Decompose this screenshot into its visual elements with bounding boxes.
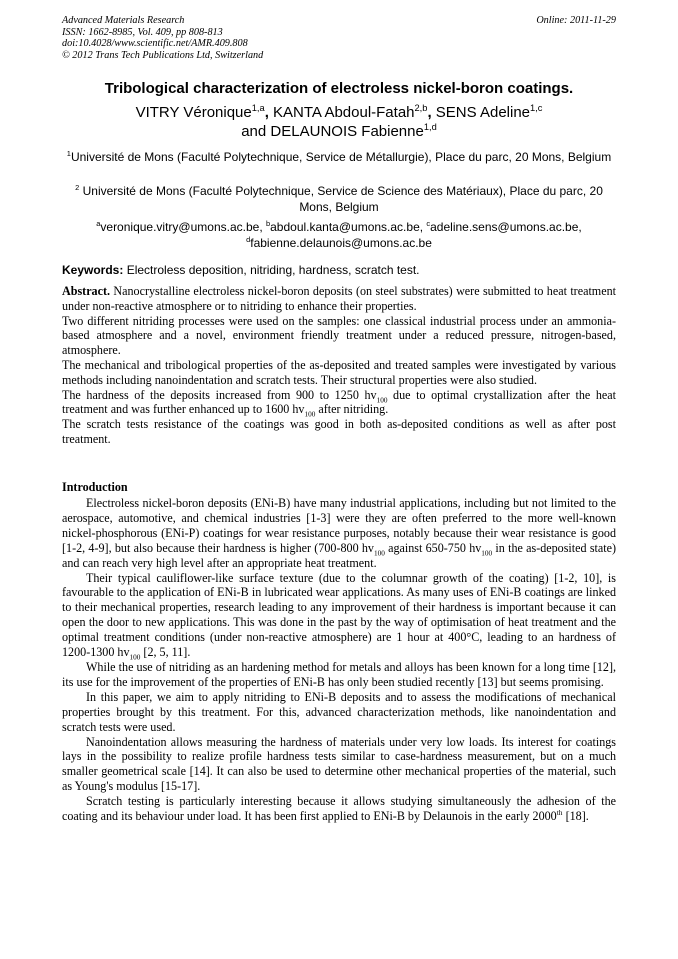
abstract-label: Abstract. bbox=[62, 284, 111, 298]
email-b-sup: b bbox=[265, 219, 271, 228]
intro-paragraph-6 bbox=[62, 794, 616, 824]
affiliation-2 bbox=[62, 183, 616, 215]
intro-paragraph-1 bbox=[62, 496, 616, 571]
keywords bbox=[62, 263, 616, 278]
abstract-paragraph-3: The mechanical and tribological properties of the as-deposited and treated samples were investigated by various methods including nanoindentation and scratch tests. Their structural properties were also studied. bbox=[62, 357, 616, 387]
author-conjunction: and bbox=[241, 123, 271, 140]
affiliation-1 bbox=[62, 149, 616, 165]
author-3-sup: 1,c bbox=[530, 103, 543, 113]
abstract-paragraph-5: The scratch tests resistance of the coatings was good in both as-deposited conditions as well as after post treatment. bbox=[62, 417, 616, 446]
email-d[interactable]: fabienne.delaunois@umons.ac.be bbox=[250, 236, 432, 250]
intro-p1-c: in the as-deposited state) and can reach very high level after an appropriate heat treatment. bbox=[62, 540, 617, 570]
email-c[interactable]: adeline.sens@umons.ac.be, bbox=[430, 220, 582, 234]
author-list bbox=[40, 103, 638, 141]
author-sep-2: , bbox=[427, 104, 436, 121]
intro-paragraph-3: While the use of nitriding as an hardening method for metals and alloys has been known for a long time [12], its use for the improvement of the properties of ENi-B has only been studied recently [13] but seems promising. bbox=[62, 659, 616, 689]
journal-name: Advanced Materials Research bbox=[62, 15, 185, 26]
abstract bbox=[62, 284, 616, 447]
intro-p2-b: [2, 5, 11]. bbox=[140, 645, 191, 660]
abstract-p4-a: The hardness of the deposits increased from 900 to 1250 hv bbox=[62, 387, 377, 402]
author-sep-1: , bbox=[264, 104, 274, 121]
abstract-paragraph-1 bbox=[62, 284, 616, 314]
abstract-p4-b: due to optimal crystallization after the heat treatment and was further enhanced up to 1600 hv bbox=[62, 387, 616, 417]
email-b[interactable]: abdoul.kanta@umons.ac.be, bbox=[270, 220, 427, 234]
introduction-body bbox=[62, 496, 616, 824]
abstract-p4-c: after nitriding. bbox=[315, 402, 389, 417]
intro-paragraph-5: Nanoindentation allows measuring the hardness of materials under very low loads. Its interest for coatings lays in the possibility to realize profile hardness tests similar to case-hardness measurement, but on a much smaller geometrical scale [14]. It can also be used to determine other mechanical properties of the material, such as Young's modulus [15-17]. bbox=[62, 734, 616, 794]
affiliation-2-sup: 2 bbox=[75, 183, 80, 192]
intro-p6-sup: th bbox=[556, 808, 563, 817]
issn-line: ISSN: 1662-8985, Vol. 409, pp 808-813 bbox=[62, 26, 223, 38]
email-d-sup: d bbox=[246, 235, 251, 244]
affiliation-1-sup: 1 bbox=[66, 149, 71, 158]
abstract-p4-sub1: 100 bbox=[376, 395, 388, 404]
intro-p6-a: Scratch testing is particularly interesting because it allows studying simultaneously the adhesion of the coating and its behaviour under load. It has been first applied to ENi-B by Delaunois in the early 2000 bbox=[62, 794, 616, 824]
intro-paragraph-2 bbox=[62, 571, 616, 660]
intro-p1-sub2: 100 bbox=[481, 549, 493, 558]
author-1: VITRY Véronique bbox=[135, 104, 252, 121]
abstract-paragraph-2: Two different nitriding processes were used on the samples: one classical industrial process under an ammonia-based atmosphere and a novel, environment friendly treatment under a reduced pressure, nitrogen-based, atmosphere. bbox=[62, 313, 616, 358]
abstract-paragraph-4 bbox=[62, 388, 616, 418]
intro-p2-a: Their typical cauliflower-like surface texture (due to the columnar growth of the coating) [1-2, 10], is favourable to the application of ENi-B in lubricated wear applications. As many uses of ENi-B coatings are linked to their mechanical properties, research leading to any improvement of their hardness is important because it can open the door to new applications. This was done in the past by the way of optimisation of heat treatment and the optimal treatment conditions (under non-reactive atmosphere) are 1 hour at 400°C, leading to an hardness of 1200-1300 hv bbox=[62, 570, 616, 660]
author-1-sup: 1,a bbox=[251, 103, 265, 113]
abstract-p4-sub2: 100 bbox=[304, 410, 316, 419]
affiliation-2-text: Université de Mons (Faculté Polytechnique, Service de Science des Matériaux), Place du parc, 20 Mons, Belgium bbox=[82, 184, 603, 214]
abstract-p1-text: Nanocrystalline electroless nickel-boron deposits (on steel substrates) were submitted to heat treatment under non-reactive atmosphere or to nitriding to enhance their properties. bbox=[62, 284, 616, 313]
author-4: DELAUNOIS Fabienne bbox=[270, 123, 424, 140]
intro-p1-a: Electroless nickel-boron deposits (ENi-B) have many industrial applications, including but not limited to the aerospace, automotive, and chemical industries [1-3] were they are often preferred to the more well-known nickel-phosphorous (ENi-P) coatings for wear resistance purposes, notably because their wear resistance is good [1-2, 4-9], but also because their hardness is higher (700-800 hv bbox=[62, 496, 616, 555]
email-c-sup: c bbox=[426, 219, 431, 228]
author-2: KANTA Abdoul-Fatah bbox=[273, 104, 415, 121]
affiliation-1-text: Université de Mons (Faculté Polytechnique, Service de Métallurgie), Place du parc, 20 Mons, Belgium bbox=[70, 150, 612, 164]
keywords-label: Keywords: bbox=[62, 263, 124, 277]
intro-p6-b: [18]. bbox=[562, 809, 589, 824]
doi-line: doi:10.4028/www.scientific.net/AMR.409.808 bbox=[62, 38, 248, 50]
author-2-sup: 2,b bbox=[414, 103, 428, 113]
intro-p2-sub: 100 bbox=[129, 653, 141, 662]
keywords-text: Electroless deposition, nitriding, hardness, scratch test. bbox=[123, 263, 420, 277]
author-emails bbox=[62, 219, 616, 251]
introduction-heading: Introduction bbox=[62, 480, 128, 494]
publication-header bbox=[62, 15, 616, 61]
email-a[interactable]: veronique.vitry@umons.ac.be, bbox=[100, 220, 266, 234]
online-date: Online: 2011-11-29 bbox=[536, 15, 616, 26]
intro-p1-sub1: 100 bbox=[373, 549, 385, 558]
copyright-line: © 2012 Trans Tech Publications Ltd, Switzerland bbox=[62, 49, 264, 61]
email-a-sup: a bbox=[96, 219, 101, 228]
intro-paragraph-4: In this paper, we aim to apply nitriding to ENi-B deposits and to assess the modifications of mechanical properties brought by this treatment. For this, advanced characterization methods, like nanoindentation and scratch tests were used. bbox=[62, 689, 616, 734]
paper-title: Tribological characterization of electroless nickel-boron coatings. bbox=[104, 80, 574, 97]
author-3: SENS Adeline bbox=[435, 104, 531, 121]
intro-p1-b: against 650-750 hv bbox=[384, 540, 482, 555]
author-4-sup: 1,d bbox=[423, 122, 437, 132]
